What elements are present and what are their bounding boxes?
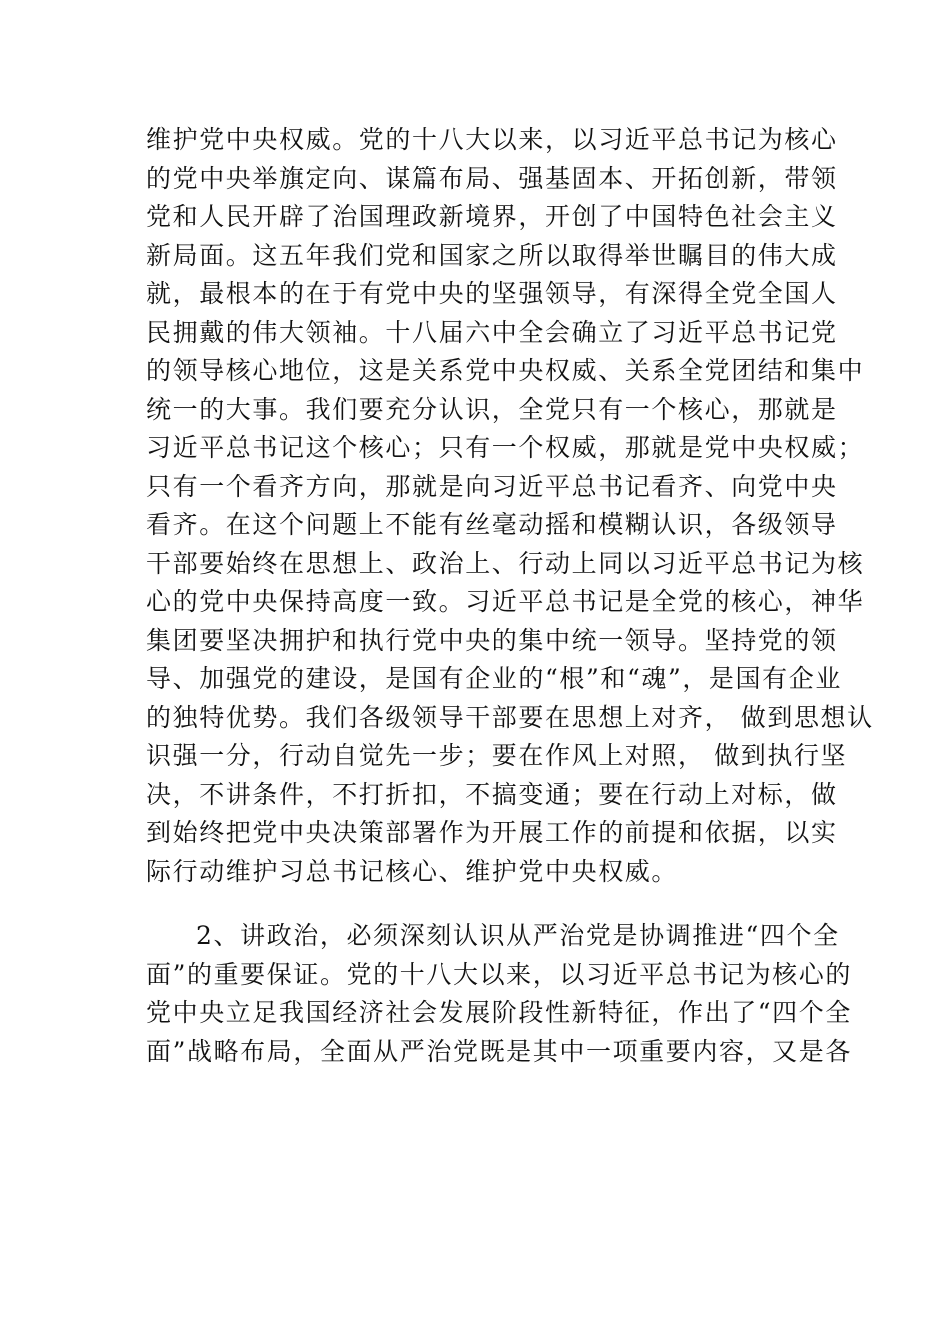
text-line: 到始终把党中央决策部署作为开展工作的前提和依据，以实 <box>146 818 838 847</box>
text-line: 干部要始终在思想上、政治上、行动上同以习近平总书记为核 <box>146 548 865 578</box>
text-line: 面”战略布局，全面从严治党既是其中一项重要内容，又是各 <box>146 1036 852 1066</box>
body-paragraph <box>146 121 874 891</box>
text-line: 的领导核心地位，这是关系党中央权威、关系全党团结和集中 <box>146 356 865 385</box>
text-line: 新局面。这五年我们党和国家之所以取得举世瞩目的伟大成 <box>146 240 838 270</box>
text-line: 心的党中央保持高度一致。习近平总书记是全党的核心，神华 <box>146 587 865 616</box>
text-line: 维护党中央权威。党的十八大以来，以习近平总书记为核心 <box>146 125 838 154</box>
text-line: 看齐。在这个问题上不能有丝毫动摇和模糊认识，各级领导 <box>146 510 838 539</box>
body-paragraph-2 <box>146 917 852 1071</box>
text-line: 识强一分，行动自觉先一步；要在作风上对照， 做到执行坚 <box>146 741 848 770</box>
text-line: 党和人民开辟了治国理政新境界，开创了中国特色社会主义 <box>146 202 838 231</box>
text-line: 际行动维护习总书记核心、维护党中央权威。 <box>146 856 679 886</box>
text-line: 党中央立足我国经济社会发展阶段性新特征，作出了“四个全 <box>146 998 852 1027</box>
text-line: 民拥戴的伟大领袖。十八届六中全会确立了习近平总书记党 <box>146 317 838 347</box>
text-line: 统一的大事。我们要充分认识，全党只有一个核心，那就是 <box>146 394 838 424</box>
text-line: 决，不讲条件，不打折扣，不搞变通；要在行动上对标，做 <box>146 779 838 809</box>
text-line: 导、加强党的建设，是国有企业的“根”和“魂”，是国有企业 <box>146 664 842 693</box>
text-line: 集团要坚决拥护和执行党中央的集中统一领导。坚持党的领 <box>146 625 838 655</box>
text-line: 就，最根本的在于有党中央的坚强领导，有深得全党全国人 <box>146 279 838 308</box>
text-line: 的党中央举旗定向、谋篇布局、强基固本、开拓创新，带领 <box>146 163 838 193</box>
text-line: 2、讲政治，必须深刻认识从严治党是协调推进“四个全 <box>196 921 840 950</box>
text-line: 只有一个看齐方向，那就是向习近平总书记看齐、向党中央 <box>146 471 838 501</box>
text-line: 习近平总书记这个核心；只有一个权威，那就是党中央权威； <box>146 433 865 462</box>
text-line: 的独特优势。我们各级领导干部要在思想上对齐， 做到思想认 <box>146 702 874 732</box>
text-line: 面”的重要保证。党的十八大以来，以习近平总书记为核心的 <box>146 959 852 989</box>
